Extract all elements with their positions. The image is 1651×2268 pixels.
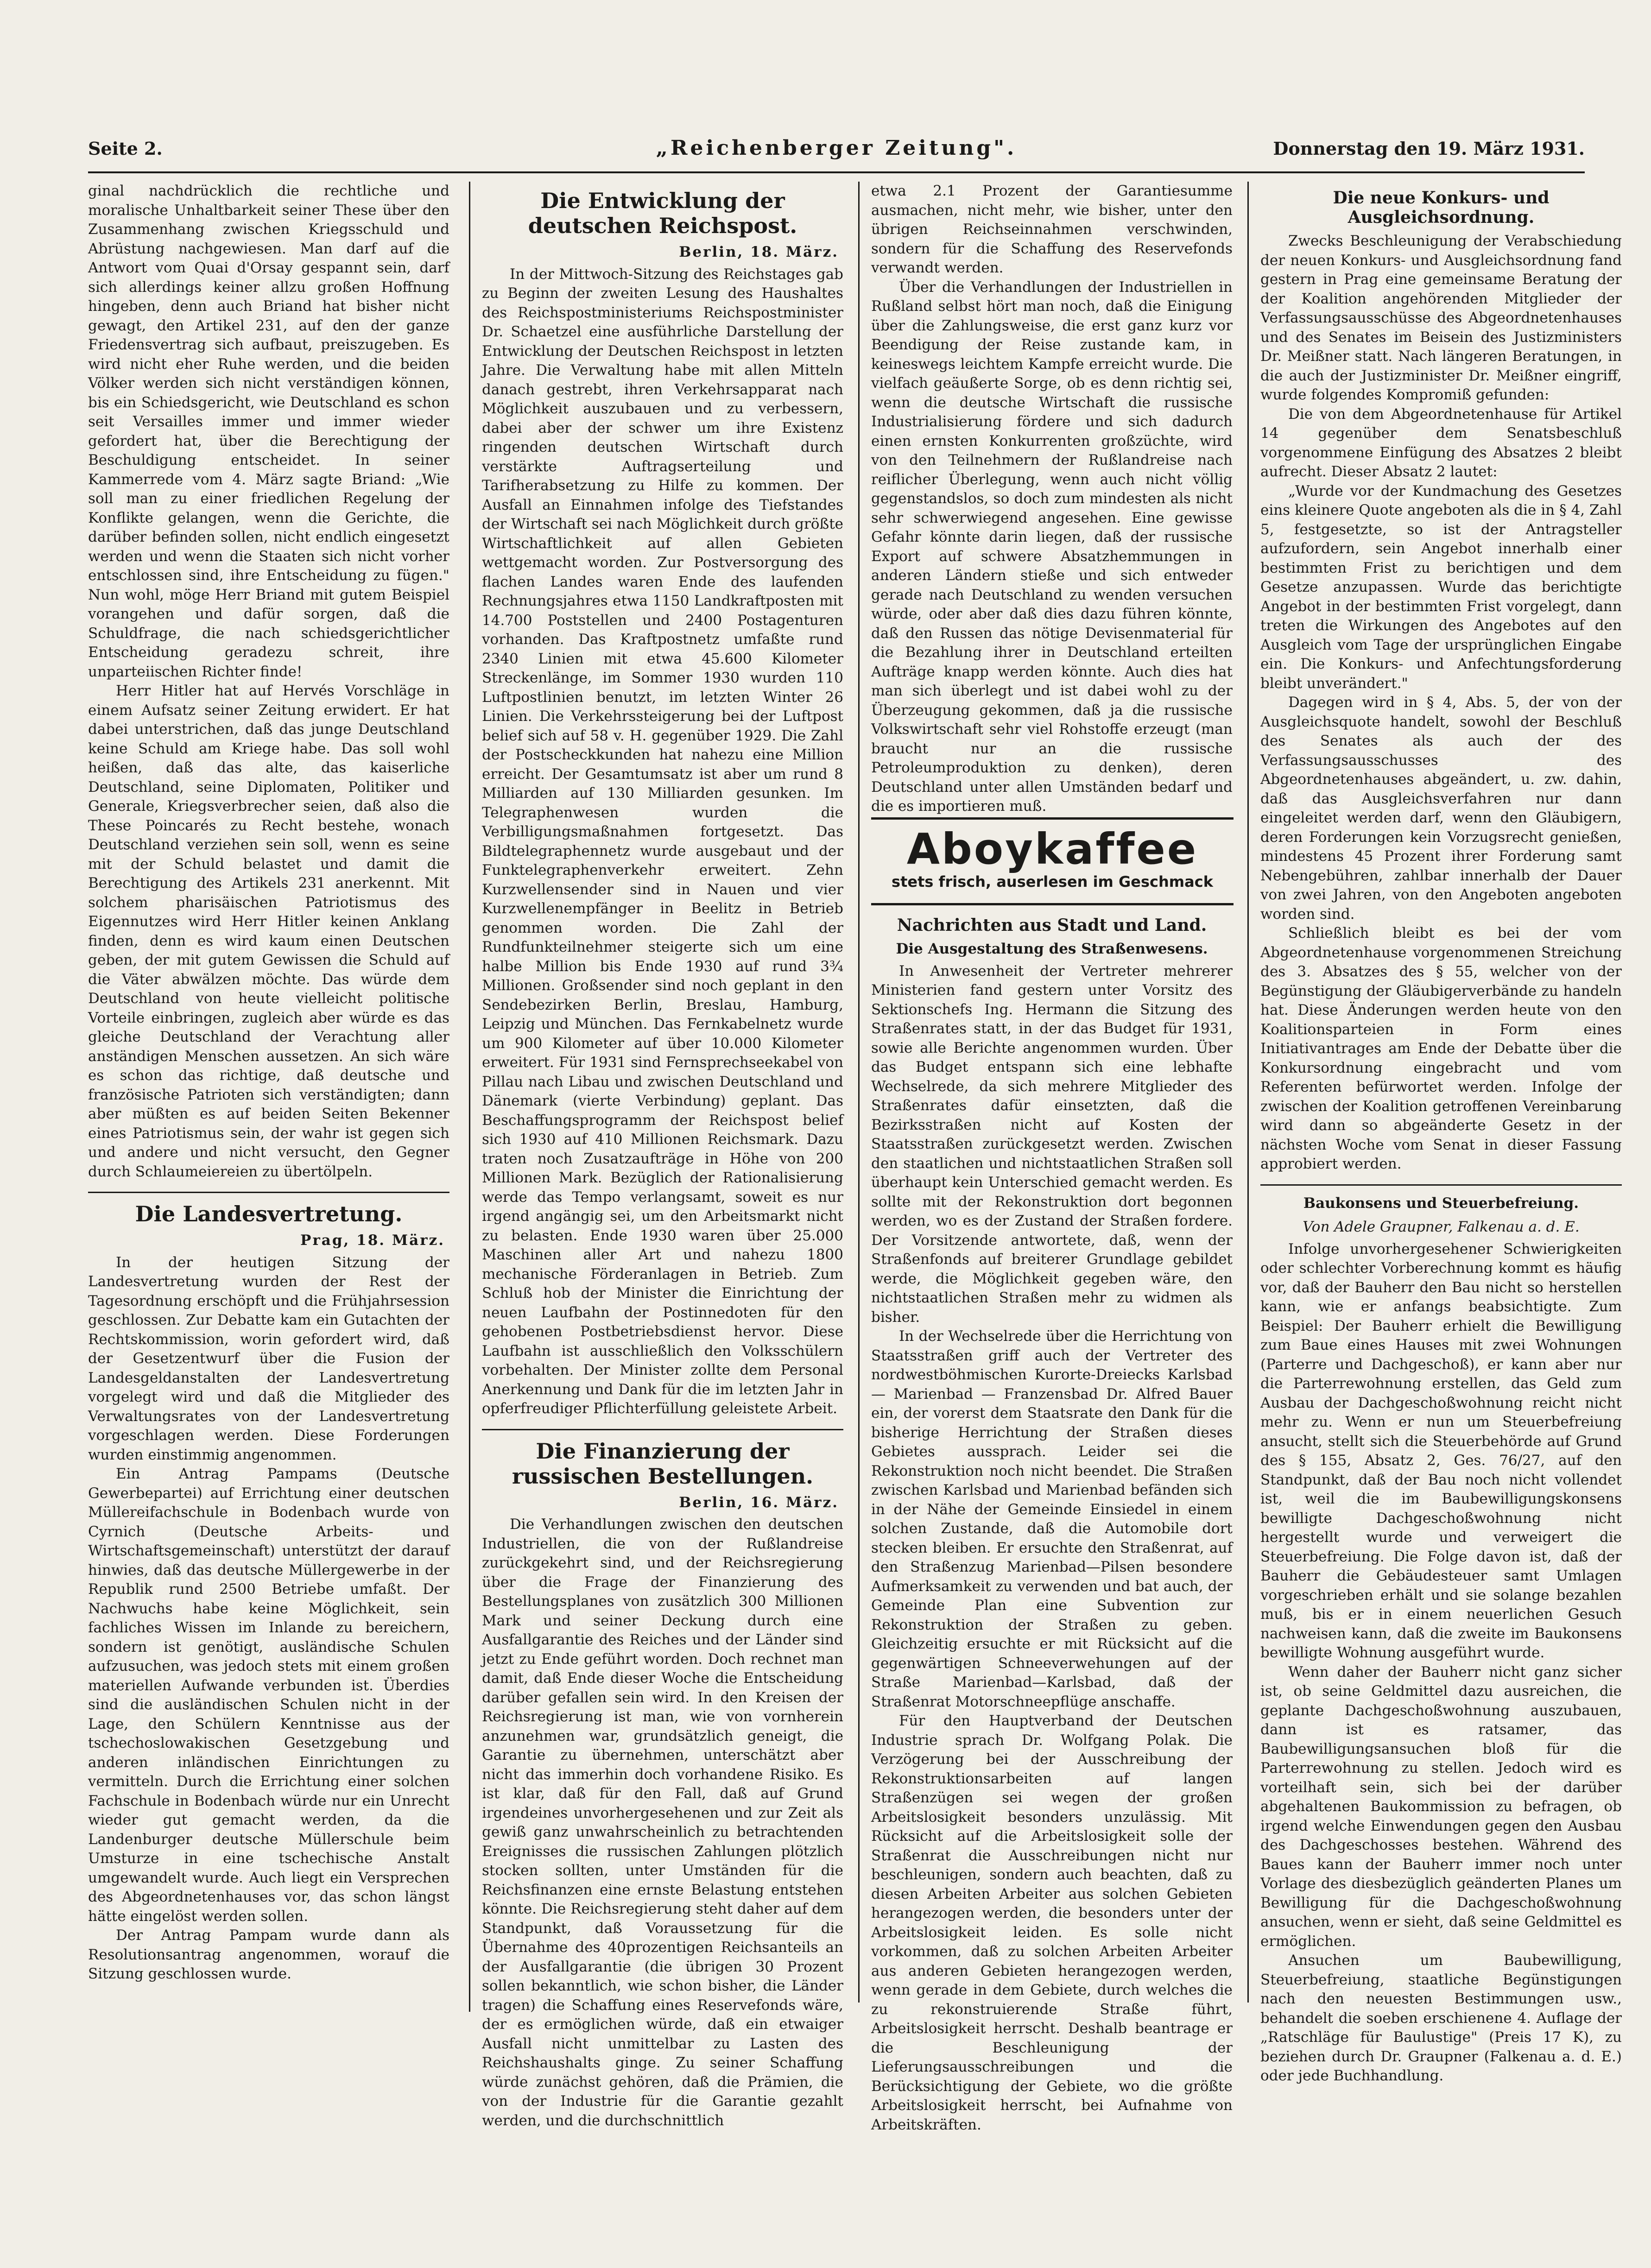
paragraph: Ein Antrag Pampams (Deutsche Gewerbepartei) auf Errichtung einer deutschen Müllereifachschule in Bodenbach wurde von Cyrnich (Deutsche Arbeits- und Wirtschaftsgemeinschaft) unterstützt der darauf hinwies, daß das deutsche Müllergewerbe in der Republik rund 2500 Betriebe umfaßt. Der Nachwuchs habe keine Möglichkeit, sein fachliches Wissen im Inlande zu bereichern, sondern ist genötigt, ausländische Schulen aufzusuchen, was jedoch stets mit einem großen materiellen Aufwande verbunden ist. Überdies sind die ausländischen Schulen nicht in der Lage, den Schülern Kenntnisse aus der tschechoslowakischen Gesetzgebung und anderen inländischen Einrichtungen zu vermitteln. Durch die Errichtung einer solchen Fachschule in Bodenbach würde nur ein Unrecht wieder gut gemacht werden, da die Landenburger deutsche Müllerschule beim Umsturze in eine tschechische Anstalt umgewandelt wurde. Auch liegt ein Versprechen des Abgeordnetenhauses vor, das schon längst hätte eingelöst werden sollen.: [88, 1466, 449, 1925]
dateline: Prag, 18. März.: [300, 1232, 445, 1249]
paragraph: In der Mittwoch-Sitzung des Reichstages gab zu Beginn der zweiten Lesung des Haushaltes des Reichspostministeriums Reichspostminister Dr. Schaetzel eine ausführliche Darstellung der Entwicklung der Deutschen Reichspost in letzten Jahre. Die Verwaltung habe mit allen Mitteln danach gestrebt, ihren Verkehrsapparat nach Möglichkeit auszubauen und zu verbessern, dabei aber der schwer um ihre Existenz ringenden deutschen Wirtschaft durch verstärkte Auftragserteilung und Tarifherabsetzung zu Hilfe zu kommen. Der Ausfall an Einnahmen infolge des Tiefstandes der Wirtschaft sei nach Möglichkeit durch größte Wirtschaftlichkeit auf allen Gebieten wettgemacht worden. Zur Postversorgung des flachen Landes waren Ende des laufenden Rechnungsjahres etwa 1150 Landkraftposten mit 14.700 Poststellen und 2400 Postagenturen vorhanden. Das Kraftpostnetz umfaßte rund 2340 Linien mit etwa 45.600 Kilometer Streckenlänge, im Sommer 1930 wurden 110 Luftpostlinien benutzt, im letzten Winter 26 Linien. Die Verkehrssteigerung bei der Luftpost belief sich auf 58 v. H. gegenüber 1929. Die Zahl der Postscheckkunden hat nahezu eine Million erreicht. Der Gesamtumsatz ist aber um rund 8 Milliarden auf 130 Milliarden gesunken. Im Telegraphenwesen wurden die Verbilligungsmaßnahmen fortgesetzt. Das Bildtelegraphennetz wurde ausgebaut und der Funktelegraphenverkehr erweitert. Zehn Kurzwellensender sind in Nauen und vier Kurzwellenempfänger in Beelitz in Betrieb genommen worden. Die Zahl der Rundfunkteilnehmer steigerte sich um eine halbe Million bis Ende 1930 auf rund 3¾ Millionen. Großsender sind noch geplant in den Sendebezirken Berlin, Breslau, Hamburg, Leipzig und München. Das Fernkabelnetz wurde um 900 Kilometer auf über 10.000 Kilometer erweitert. Für 1931 sind Fernsprechseekabel von Pillau nach Libau und zwischen Deutschland und Dänemark (vierte Verbindung) geplant. Das Beschaffungsprogramm der Reichspost belief sich 1930 auf 410 Millionen Reichsmark. Dazu traten noch Zusatzaufträge in Höhe von 200 Millionen Mark. Bezüglich der Rationalisierung werde das Tempo verlangsamt, soweit es nur irgend angängig sei, um den Arbeitsmarkt nicht zu belasten. Ende 1930 waren über 25.000 Maschinen aller Art und nahezu 1800 mechanische Förderanlagen in Betrieb. Zum Schluß hob der Minister die Einrichtung der neuen Laufbahn der Postinnedoten für den gehobenen Postbetriebsdienst hervor. Diese Laufbahn ist ausschließlich den Volksschülern vorbehalten. Der Minister zollte dem Personal Anerkennung und Dank für die im letzten Jahr in opferfreudiger Pflichterfüllung geleistete Arbeit.: [482, 265, 843, 1417]
paragraph: Für den Hauptverband der Deutschen Industrie sprach Dr. Wolfgang Polak. Die Verzögerung bei der Ausschreibung der Rekonstruktionsarbeiten auf langen Straßenzügen sei wegen der großen Arbeitslosigkeit besonders unzulässig. Mit Rücksicht auf die Arbeitslosigkeit solle der Straßenrat die Ausschreibungen nicht nur beschleunigen, sondern auch beachten, daß zu diesen Arbeiten Arbeiter aus solchen Gebieten herangezogen werden, die besonders unter der Arbeitslosigkeit leiden. Es solle nicht vorkommen, daß zu solchen Arbeiten Arbeiter aus anderen Gebieten herangezogen werden, wenn gerade in dem Gebiete, durch welches die zu rekonstruierende Straße führt, Arbeitslosigkeit herrscht. Deshalb beantrage er die Beschleunigung der Lieferungsausschreibungen und die Berücksichtigung der Gebiete, wo die größte Arbeitslosigkeit herrscht, bei Aufnahme von Arbeitskräften.: [871, 1712, 1233, 2133]
paragraph: ginal nachdrücklich die rechtliche und moralische Unhaltbarkeit seiner These über den Zusammenhang zwischen Kriegsschuld und Abrüstung nachgewiesen. Man darf auf die Antwort vom Quai d'Orsay gespannt sein, darf sich allerdings keiner allzu großen Hoffnung hingeben, denn auch Briand hat bisher nicht gewagt, den Artikel 231, auf den der ganze Friedensvertrag sich aufbaut, preiszugeben. Es wird nicht eher Ruhe werden, und die beiden Völker werden sich nicht verständigen können, bis ein Schiedsgericht, wie Deutschland es schon seit Versailles immer und immer wieder gefordert hat, über die Berechtigung der Beschuldigung entscheidet. In seiner Kammerrede vom 4. März sagte Briand: „Wie soll man zu einer friedlichen Regelung der Konflikte gelangen, wenn die Gerichte, die darüber befinden sollen, nicht endlich eingesetzt werden und wenn die Staaten sich nicht vorher entschlossen sind, ihre Entscheidung zu fügen." Nun wohl, möge Herr Briand mit gutem Beispiel vorangehen und dafür sorgen, daß die Schuldfrage, die nach schiedsgerichtlicher Entscheidung geradezu schreit, ihre unparteiischen Richter finde!: [88, 183, 449, 680]
paragraph: „Wurde vor der Kundmachung des Gesetzes eins kleinere Quote angeboten als die in § 4, Zahl 5, festgesetzte, so ist der Antragsteller aufzufordern, sein Angebot innerhalb einer bestimmten Frist zu berichtigen und dem Gesetze anzupassen. Wurde das berichtigte Angebot in der bestimmten Frist vorgelegt, dann treten die Wirkungen des Angebotes auf den Ausgleich vom Tage der ursprünglichen Eingabe ein. Die Konkurs- und Anfechtungsforderung bleibt unverändert.": [1260, 482, 1622, 692]
newspaper-title: „Reichenberger Zeitung".: [656, 136, 1017, 160]
paragraph: Der Antrag Pampam wurde dann als Resolutionsantrag angenommen, worauf die Sitzung geschlossen wurde.: [88, 1927, 449, 1982]
article-subtitle: Die Ausgestaltung des Straßenwesens.: [896, 941, 1208, 957]
dateline: Berlin, 18. März.: [679, 244, 839, 260]
dateline: Berlin, 16. März.: [679, 1494, 839, 1511]
article-separator: [88, 1192, 449, 1193]
issue-date: Donnerstag den 19. März 1931.: [1273, 138, 1585, 159]
column-3-top: [871, 182, 1233, 815]
column-2: [482, 182, 843, 2129]
column-4: [1260, 182, 1622, 2091]
paragraph: Wenn daher der Bauherr nicht ganz sicher ist, ob seine Geldmittel dazu ausreichen, die geplante Dachgeschoßwohnung auszubauen, dann ist es ratsamer, das Baubewilligungsansuchen bloß für die Parterrewohnung zu stellen. Jedoch wird es vorteilhaft sein, sich bei der darüber abgehaltenen Baukommission zu befragen, ob irgend welche Einwendungen gegen den Ausbau des Dachgeschosses bestehen. Während des Baues kann der Bauherr immer noch unter Vorlage des diesbezüglich geänderten Planes um Bewilligung für die Dachgeschoßwohnung ansuchen, wenn er sieht, daß seine Geldmittel es ermöglichen.: [1260, 1663, 1622, 1950]
paragraph: Zwecks Beschleunigung der Verabschiedung der neuen Konkurs- und Ausgleichsordnung fand gestern in Prag eine gemeinsame Beratung der der Koalition angehörenden Mitglieder der Verfassungsausschüsse des Abgeordnetenhauses und des Senates im Beisein des Justizministers Dr. Meißner statt. Nach längeren Beratungen, in die auch der Justizminister Dr. Meißner eingriff, wurde folgendes Kompromiß gefunden:: [1260, 233, 1622, 403]
column-3: [871, 182, 1233, 2133]
paragraph: Die Verhandlungen zwischen den deutschen Industriellen, die von der Rußlandreise zurückgekehrt sind, und der Reichsregierung über die Frage der Finanzierung des Bestellungsplanes von zusätzlich 300 Millionen Mark und seiner Deckung durch eine Ausfallgarantie des Reiches und der Länder sind jetzt zu Ende geführt worden. Doch rechnet man damit, daß Ende dieser Woche die Entscheidung darüber gefallen sein wird. In den Kreisen der Reichsregierung ist man, wie von vornherein anzunehmen war, grundsätzlich geneigt, die Garantie zu übernehmen, unterschätzt aber nicht das immerhin doch vorhandene Risiko. Es ist klar, daß für den Fall, daß auf Grund irgendeines unvorhergesehenen und zur Zeit als gewiß ganz unwahrscheinlich zu betrachtenden Ereignisses die russischen Zahlungen plötzlich stocken sollten, unter Umständen für die Reichsfinanzen eine ernste Belastung entstehen könnte. Die Reichsregierung steht daher auf dem Standpunkt, daß Voraussetzung für die Übernahme des 40prozentigen Reichsanteils an der Ausfallgarantie (die übrigen 30 Prozent sollen bekanntlich, wie schon bisher, die Länder tragen) die Schaffung eines Reservefonds wäre, der es ermöglichen würde, daß ein etwaiger Ausfall nicht unmittelbar zu Lasten des Reichshaushalts ginge. Zu seiner Schaffung würde zunächst gehören, daß die Prämien, die von der Industrie für die Garantie gezahlt werden, und die durchschnittlich: [482, 1516, 843, 2129]
paragraph: In der Wechselrede über die Herrichtung von Staatsstraßen griff auch der Vertreter des nordwestböhmischen Kurorte-Dreiecks Karlsbad — Marienbad — Franzensbad Dr. Alfred Bauer ein, der vorerst dem Staatsrate den Dank für die bisherige Herrichtung der Straßen dieses Gebietes aussprach. Leider sei die Rekonstruktion noch nicht beendet. Die Straßen zwischen Karlsbad und Marienbad befänden sich in der Nähe der Gemeinde Einsiedel in einem solchen Zustande, daß die Automobile dort stecken bleiben. Er ersuchte den Straßenrat, auf den Straßenzug Marienbad—Pilsen besondere Aufmerksamkeit zu verwenden und bat auch, der Gemeinde Plan eine Subvention zur Rekonstruktion der Straßen zu geben. Gleichzeitig ersuchte er mit Rücksicht auf die gegenwärtigen Schneeverwehungen auf der Straße Marienbad—Karlsbad, daß der Straßenrat Motorschneepflüge anschaffe.: [871, 1328, 1233, 1710]
paragraph: Infolge unvorhergesehener Schwierigkeiten oder schlechter Vorberechnung kommt es häufig vor, daß der Bauherr den Bau nicht so herstellen kann, wie er anfangs beabsichtigte. Zum Beispiel: Der Bauherr erhielt die Bewilligung zum Baue eines Hauses mit zwei Wohnungen (Parterre und Dachgeschoß), er kann aber nur die Parterrewohnung erstellen, das Geld zum Ausbau der Dachgeschoßwohnung reicht nicht mehr zu. Wenn er nun um Steuerbefreiung ansucht, stellt sich die Steuerbehörde auf Grund des § 155, Absatz 2, Ges. 76/27, auf den Standpunkt, daß der Bau noch nicht vollendet ist, weil die im Baubewilligungskonsens bewilligte Dachgeschoßwohnung nicht hergestellt wurde und verweigert die Steuerbefreiung. Die Folge davon ist, daß der Bauherr die Gebäudesteuer samt Umlagen vorgeschrieben erhält und sie solange bezahlen muß, bis er in einem neuerlichen Gesuch nachweisen kann, daß die zweite im Baukonsens bewilligte Wohnung ausgeführt wurde.: [1260, 1240, 1622, 1661]
column-divider: [1247, 182, 1249, 2003]
article-title-nachrichten: Nachrichten aus Stadt und Land.: [897, 916, 1207, 935]
column-1: [88, 182, 449, 2109]
article-title-konkursordnung: Die neue Konkurs- und Ausgleichsordnung.: [1333, 188, 1550, 227]
column-divider: [858, 182, 860, 2003]
article-separator: [1260, 1184, 1622, 1186]
page-header: [88, 134, 1585, 167]
column-divider: [469, 182, 470, 2012]
paragraph: Ansuchen um Baubewilligung, Steuerbefreiung, staatliche Begünstigungen nach den neuesten Bestimmungen usw., behandelt die soeben erschienene 4. Auflage der „Ratschläge für Baulustige" (Preis 17 K), zu beziehen durch Dr. Graupner (Falkenau a. d. E.) oder jede Buchhandlung.: [1260, 1952, 1622, 2084]
page-number: Seite 2.: [88, 138, 163, 159]
paragraph: In Anwesenheit der Vertreter mehrerer Ministerien fand gestern unter Vorsitz des Sektionschefs Ing. Hermann die Sitzung des Straßenrates statt, in der das Budget für 1931, sowie alle Berichte angenommen wurden. Über das Budget entspann sich eine lebhafte Wechselrede, da sich mehrere Mitglieder des Straßenrates dafür einsetzten, daß die Bezirksstraßen nicht auf Kosten der Staatsstraßen zurückgesetzt werden. Zwischen den staatlichen und nichtstaatlichen Straßen soll überhaupt kein Unterschied gemacht werden. Es sollte mit der Rekonstruktion dort begonnen werden, wo es der Zustand der Straßen fordere. Der Vorsitzende antwortete, daß, wenn der Straßenfonds auf breiterer Grundlage gebildet werde, die Möglichkeit gegeben wäre, den nichtstaatlichen Straßen mehr zu widmen als bisher.: [871, 962, 1233, 1326]
header-rule: [88, 171, 1585, 173]
article-title-landesvertretung: Die Landesvertretung.: [135, 1201, 403, 1226]
paragraph: Die von dem Abgeordnetenhause für Artikel 14 gegenüber dem Senatsbeschluß vorgenommene Einfügung des Absatzes 2 bleibt aufrecht. Dieser Absatz 2 lautet:: [1260, 405, 1622, 480]
paragraph: etwa 2.1 Prozent der Garantiesumme ausmachen, nicht mehr, wie bisher, unter den übrigen Reichseinnahmen verschwinden, sondern für die Schaffung des Reservefonds verwandt werden.: [871, 183, 1233, 276]
article-title-baukonsens: Baukonsens und Steuerbefreiung.: [1303, 1194, 1579, 1212]
article-separator: [482, 1429, 843, 1430]
paragraph: Schließlich bleibt es bei der vom Abgeordnetenhause vorgenommenen Streichung des 3. Absatzes des § 55, welcher von der Begünstigung der Gläubigerverbände zu handeln hat. Diese Änderungen werden heute von den Koalitionsparteien in Form eines Initiativantrages am Ende der Debatte über die Konkursordnung eingebracht und vom Referenten befürwortet werden. Infolge der zwischen der Koalition getroffenen Vereinbarung wird dann so abgeänderte Gesetz in der nächsten Woche vom Senat in dieser Fassung approbiert werden.: [1260, 925, 1622, 1172]
advertisement-aboykaffee: [871, 817, 1234, 905]
ad-brand: Aboykaffee: [906, 824, 1198, 874]
paragraph: Herr Hitler hat auf Hervés Vorschläge in einem Aufsatz seiner Zeitung erwidert. Er hat dabei unterstrichen, daß das junge Deutschland keine Schuld am Kriege habe. Das soll wohl heißen, daß das alte, das kaiserliche Deutschland, seine Diplomaten, Politiker und Generale, Kriegsverbrecher seien, daß also die These Poincarés zu Recht bestehe, wonach Deutschland verziehen sein soll, wenn es seine mit der Schuld belastet und damit die Berechtigung des Artikels 231 anerkennt. Mit solchem pharisäischen Patriotismus des Eigennutzes wird Herr Hitler keinen Anklang finden, denn es wird kaum einen Deutschen geben, der mit gutem Gewissen die Schuld auf die Väter abwälzen möchte. Das würde dem Deutschland von heute vielleicht politische Vorteile einbringen, zugleich aber würde es das gleiche Deutschland der Verachtung aller anständigen Menschen aussetzen. An sich wäre es schon das richtige, daß deutsche und französische Patrioten sich verständigten; dann aber müßten es auf beiden Seiten Bekenner eines Patriotismus sein, der wahr ist gegen sich und andere und nicht versucht, den Gegner durch Schlaumeiereien zu übertölpeln.: [88, 682, 449, 1180]
article-title-reichspost: Die Entwicklung der deutschen Reichspost.: [528, 188, 797, 238]
ad-slogan: stets frisch, auserlesen im Geschmack: [892, 873, 1213, 891]
byline: Von Adele Graupner, Falkenau a. d. E.: [1303, 1219, 1580, 1235]
article-title-russische-bestellungen: Die Finanzierung der russischen Bestellungen.: [512, 1438, 814, 1489]
paragraph: In der heutigen Sitzung der Landesvertretung wurden der Rest der Tagesordnung erschöpft und die Frühjahrsession geschlossen. Zur Debatte kam ein Gutachten der Rechtskommission, worin gefordert wird, daß der Gesetzentwurf über die Fusion der Landesgeldanstalten der Landesvertretung vorgelegt wird und daß die Mitglieder des Verwaltungsrates von der Landesvertretung vorgeschlagen werden. Diese Forderungen wurden einstimmig angenommen.: [88, 1254, 449, 1463]
paragraph: Dagegen wird in § 4, Abs. 5, der von der Ausgleichsquote handelt, sowohl der Beschluß des Senates als auch der des Verfassungsausschusses des Abgeordnetenhauses abgeändert, u. zw. dahin, daß das Ausgleichsverfahren nur dann eingeleitet werden darf, wenn den Gläubigern, deren Forderungen kein Vorzugsrecht genießen, mindestens 45 Prozent ihrer Forderung samt Nebengebühren, zahlbar innerhalb der Dauer von zwei Jahren, von den Angeboten angeboten worden sind.: [1260, 694, 1622, 922]
paragraph: Über die Verhandlungen der Industriellen in Rußland selbst hört man noch, daß die Einigung über die Zahlungsweise, die erst ganz kurz vor Beendigung der Reise zustande kam, in keineswegs leichtem Kampfe erreicht wurde. Die vielfach geäußerte Sorge, ob es denn richtig sei, wenn die deutsche Wirtschaft die russische Industrialisierung fördere und sich dadurch einen ernsten Konkurrenten großzüchte, wird von den Teilnehmern der Rußlandreise nach reiflicher Überlegung, wenn auch nicht völlig gegenstandslos, so doch zum mindesten als nicht sehr schwerwiegend angesehen. Eine gewisse Gefahr könnte darin liegen, daß der russische Export auf schwere Absatzhemmungen in anderen Ländern stieße und sich entweder gerade nach Deutschland zu wenden versuchen würde, oder aber daß dies dazu führen könnte, daß den Russen das nötige Devisenmaterial für die Bezahlung ihrer in Deutschland erteilten Aufträge knapp werden könnte. Auch dies hat man sich überlegt und ist dabei wohl zu der Überzeugung gekommen, daß ja die russische Volkswirtschaft sehr viel Rohstoffe erzeugt (man braucht nur an die russische Petroleumproduktion zu denken), deren Deutschland unter allen Umständen bedarf und die es importieren muß.: [871, 278, 1233, 815]
